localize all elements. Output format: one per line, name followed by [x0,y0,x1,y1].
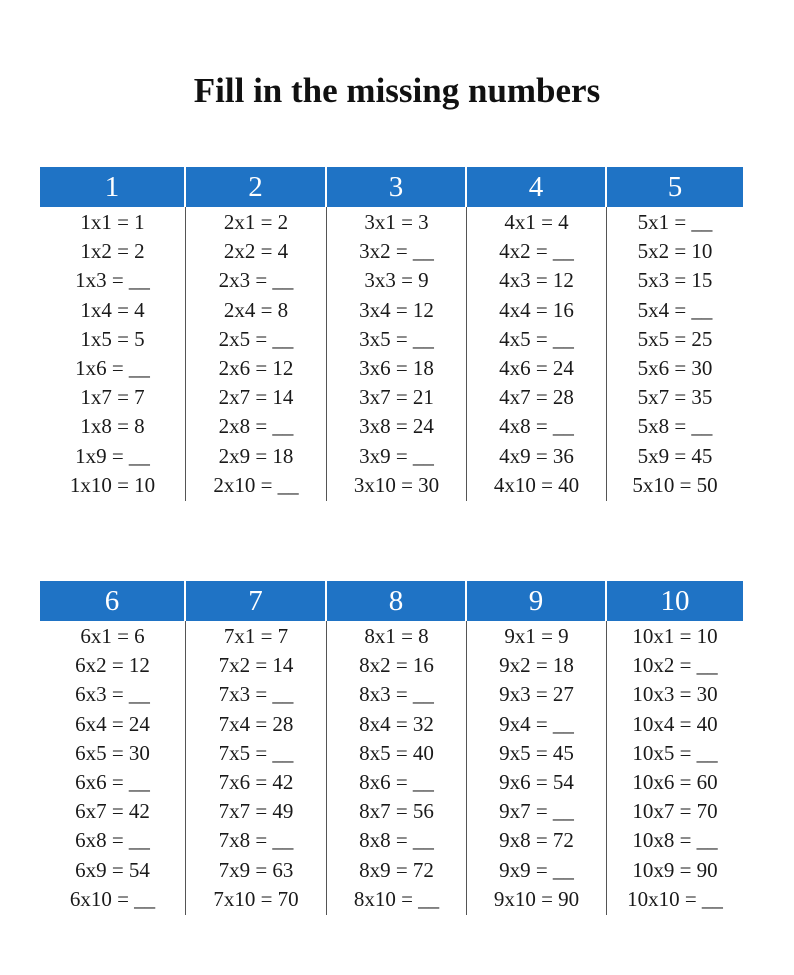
multiplication-fact: 7x9 = 63 [218,857,294,882]
multiplication-fact: 8x8 = __ [359,828,434,853]
multiplication-fact: 9x4 = __ [499,711,574,736]
multiplication-fact: 3x8 = 24 [359,414,434,439]
table-column-4 [467,207,607,501]
multiplication-fact: 1x10 = 10 [69,472,156,497]
multiplication-fact: 4x3 = 12 [499,268,574,293]
multiplication-fact: 6x1 = 6 [80,624,145,648]
multiplication-fact: 8x3 = __ [359,682,434,707]
multiplication-fact: 8x2 = 16 [359,653,434,678]
times-table-6-to-10 [40,581,743,915]
multiplication-fact: 4x5 = __ [499,326,574,351]
multiplication-fact: 1x2 = 2 [80,239,145,264]
multiplication-fact: 6x5 = 30 [75,740,150,765]
column-header-1: 1 [40,167,186,207]
multiplication-fact: 9x1 = 9 [504,624,569,648]
multiplication-fact: 2x6 = 12 [218,355,294,380]
table-column-9 [467,621,607,915]
table-body [40,207,743,501]
multiplication-fact: 6x6 = __ [75,769,150,794]
multiplication-fact: 8x9 = 72 [359,857,434,882]
multiplication-fact: 9x6 = 54 [499,769,574,794]
column-header-10: 10 [660,585,690,617]
multiplication-fact: 3x5 = __ [359,326,434,351]
multiplication-fact: 8x5 = 40 [359,740,434,765]
column-header-9: 9 [467,581,607,621]
multiplication-fact: 10x1 = 10 [632,624,718,648]
multiplication-fact: 10x9 = 90 [632,857,718,882]
multiplication-fact: 7x1 = 7 [223,624,289,648]
multiplication-fact: 10x4 = 40 [632,711,718,736]
multiplication-fact: 3x3 = 9 [364,268,429,293]
multiplication-fact: 4x9 = 36 [499,443,574,468]
column-header-8: 8 [327,581,467,621]
multiplication-fact: 4x1 = 4 [504,210,569,234]
multiplication-fact: 5x4 = __ [637,297,713,322]
multiplication-fact: 5x7 = 35 [637,385,713,410]
multiplication-fact: 4x7 = 28 [499,385,574,410]
table-header-row [40,167,743,207]
multiplication-fact: 1x4 = 4 [80,297,145,322]
multiplication-fact: 7x4 = 28 [218,711,294,736]
multiplication-fact: 1x8 = 8 [80,414,145,439]
multiplication-fact: 10x10 = __ [627,886,723,911]
table-body [40,621,743,915]
multiplication-fact: 2x3 = __ [218,268,294,293]
table-column-7 [186,621,327,915]
multiplication-fact: 10x5 = __ [632,740,718,765]
multiplication-fact: 4x10 = 40 [493,472,580,497]
multiplication-fact: 7x10 = 70 [213,886,299,911]
multiplication-fact: 3x4 = 12 [359,297,434,322]
table-column-6 [40,621,186,915]
multiplication-fact: 3x1 = 3 [364,210,429,234]
multiplication-fact: 4x4 = 16 [499,297,574,322]
multiplication-fact: 4x6 = 24 [499,355,574,380]
multiplication-fact: 5x2 = 10 [637,239,713,264]
multiplication-fact: 3x7 = 21 [359,385,434,410]
multiplication-fact: 1x1 = 1 [80,210,145,234]
multiplication-fact: 10x2 = __ [632,653,718,678]
multiplication-fact: 1x5 = 5 [80,326,145,351]
multiplication-fact: 1x9 = __ [75,443,150,468]
multiplication-fact: 7x3 = __ [218,682,294,707]
multiplication-fact: 1x6 = __ [75,355,150,380]
multiplication-fact: 3x2 = __ [359,239,434,264]
multiplication-fact: 2x9 = 18 [218,443,294,468]
multiplication-fact: 1x7 = 7 [80,385,145,410]
column-header-2: 2 [186,167,327,207]
multiplication-fact: 2x8 = __ [218,414,294,439]
table-column-5 [607,207,743,501]
column-header-7: 7 [186,581,327,621]
multiplication-fact: 2x4 = 8 [223,297,289,322]
multiplication-fact: 6x3 = __ [75,682,150,707]
multiplication-fact: 3x6 = 18 [359,355,434,380]
multiplication-fact: 9x10 = 90 [493,886,580,911]
multiplication-fact: 9x8 = 72 [499,828,574,853]
times-table-1-to-5 [40,167,743,501]
multiplication-fact: 5x9 = 45 [637,443,713,468]
multiplication-fact: 3x9 = __ [359,443,434,468]
multiplication-fact: 2x2 = 4 [223,239,289,264]
table-header-row [40,581,743,621]
multiplication-fact: 9x2 = 18 [499,653,574,678]
multiplication-fact: 7x2 = 14 [218,653,294,678]
multiplication-fact: 2x5 = __ [218,326,294,351]
multiplication-fact: 10x8 = __ [632,828,718,853]
table-column-8 [327,621,467,915]
multiplication-fact: 10x6 = 60 [632,769,718,794]
column-header-4: 4 [467,167,607,207]
multiplication-fact: 8x7 = 56 [359,799,434,824]
multiplication-fact: 6x4 = 24 [75,711,150,736]
table-column-2 [186,207,327,501]
multiplication-fact: 2x10 = __ [213,472,299,497]
multiplication-fact: 5x10 = 50 [632,472,718,497]
multiplication-fact: 7x5 = __ [218,740,294,765]
multiplication-fact: 6x10 = __ [69,886,156,911]
multiplication-fact: 5x8 = __ [637,414,713,439]
multiplication-fact: 4x8 = __ [499,414,574,439]
multiplication-fact: 8x6 = __ [359,769,434,794]
multiplication-fact: 2x1 = 2 [223,210,289,234]
multiplication-fact: 9x7 = __ [499,799,574,824]
multiplication-fact: 5x5 = 25 [637,326,713,351]
table-column-1 [40,207,186,501]
multiplication-fact: 9x9 = __ [499,857,574,882]
multiplication-fact: 8x4 = 32 [359,711,434,736]
multiplication-fact: 4x2 = __ [499,239,574,264]
multiplication-fact: 5x6 = 30 [637,355,713,380]
column-header-6: 6 [40,581,186,621]
multiplication-fact: 5x3 = 15 [637,268,713,293]
multiplication-fact: 9x3 = 27 [499,682,574,707]
page-title: Fill in the missing numbers [193,71,601,111]
multiplication-fact: 9x5 = 45 [499,740,574,765]
multiplication-fact: 7x6 = 42 [218,769,294,794]
multiplication-fact: 7x7 = 49 [218,799,294,824]
multiplication-fact: 1x3 = __ [75,268,150,293]
multiplication-fact: 6x9 = 54 [75,857,150,882]
multiplication-fact: 6x7 = 42 [75,799,150,824]
multiplication-fact: 8x1 = 8 [364,624,429,648]
multiplication-fact: 6x2 = 12 [75,653,150,678]
table-column-3 [327,207,467,501]
column-header-3: 3 [327,167,467,207]
multiplication-fact: 3x10 = 30 [353,472,440,497]
column-header-5: 5 [667,171,683,203]
multiplication-fact: 10x3 = 30 [632,682,718,707]
multiplication-fact: 5x1 = __ [637,210,713,234]
multiplication-fact: 8x10 = __ [353,886,440,911]
multiplication-fact: 10x7 = 70 [632,799,718,824]
multiplication-fact: 7x8 = __ [218,828,294,853]
multiplication-fact: 6x8 = __ [75,828,150,853]
multiplication-fact: 2x7 = 14 [218,385,294,410]
table-column-10 [607,621,743,915]
